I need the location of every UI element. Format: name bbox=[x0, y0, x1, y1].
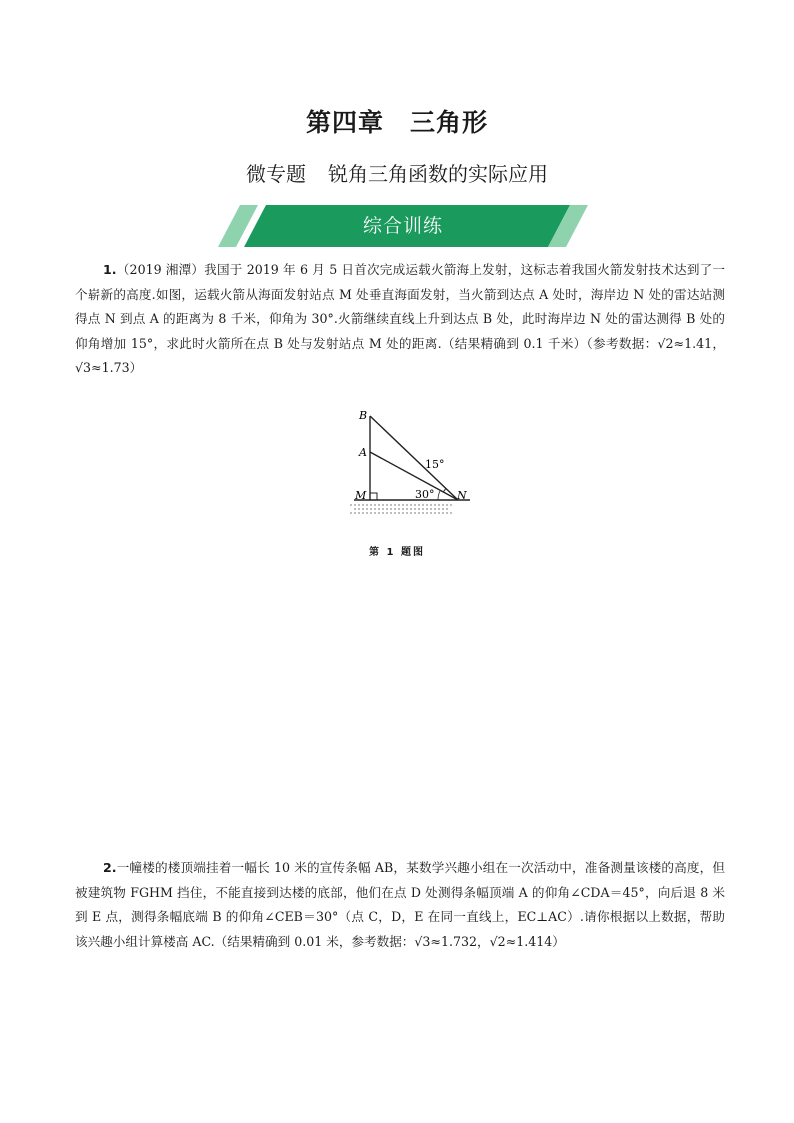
chapter-title bbox=[0, 103, 794, 139]
chapter-topic: 三角形 bbox=[410, 108, 489, 137]
chapter-number: 第四章 bbox=[305, 108, 384, 137]
point-b-label: B bbox=[359, 409, 368, 422]
angle-30-label: 30° bbox=[415, 488, 435, 501]
problem-2-number: 2. bbox=[103, 860, 117, 875]
problem-1 bbox=[75, 258, 725, 381]
point-n-label: N bbox=[457, 489, 467, 502]
problem-1-number: 1. bbox=[103, 262, 117, 277]
section-subtitle bbox=[0, 158, 794, 187]
problem-2 bbox=[75, 856, 725, 954]
point-m-label: M bbox=[355, 489, 367, 502]
angle-15-label: 15° bbox=[425, 458, 445, 471]
problem-1-text: （2019 湘潭）我国于 2019 年 6 月 5 日首次完成运载火箭海上发射，这标志着我国火箭发射技术达到了一个崭新的高度.如图，运载火箭从海面发射站点 M 处垂直海面发射，当火箭到达点 A 处时，海岸边 N 处的雷达站测得点 N 到点 A 的距离为 8 千米，仰角为 30°.火箭继续直线上升到达点 B 处，此时海岸边 N 处的雷达测得 B 处的仰角增加 15°，求此时火箭所在点 B 处与发射站点 M 处的距离.（结果精确到 0.1 千米）（参考数据：√2≈1.41，√3≈1.73） bbox=[75, 262, 725, 375]
problem-2-text: 一幢楼的楼顶端挂着一幅长 10 米的宣传条幅 AB，某数学兴趣小组在一次活动中，准备测量该楼的高度，但被建筑物 FGHM 挡住，不能直接到达楼的底部，他们在点 D 处测得条幅顶端 A 的仰角∠CDA＝45°，向后退 8 米到 E 点，测得条幅底端 B 的仰角∠CEB＝30°（点 C，D，E 在同一直线上，EC⊥AC）.请你根据以上数据，帮助该兴趣小组计算楼高 AC.（结果精确到 0.01 米，参考数据：√3≈1.732，√2≈1.414） bbox=[75, 860, 725, 949]
problem-1-figure bbox=[340, 402, 480, 527]
figure-1-caption: 第 1 题图 bbox=[369, 547, 425, 558]
subtitle-topic: 锐角三角函数的实际应用 bbox=[328, 162, 548, 186]
banner-label: 综合训练 bbox=[362, 215, 443, 237]
point-a-label: A bbox=[359, 446, 367, 459]
subtitle-prefix: 微专题 bbox=[246, 162, 306, 186]
